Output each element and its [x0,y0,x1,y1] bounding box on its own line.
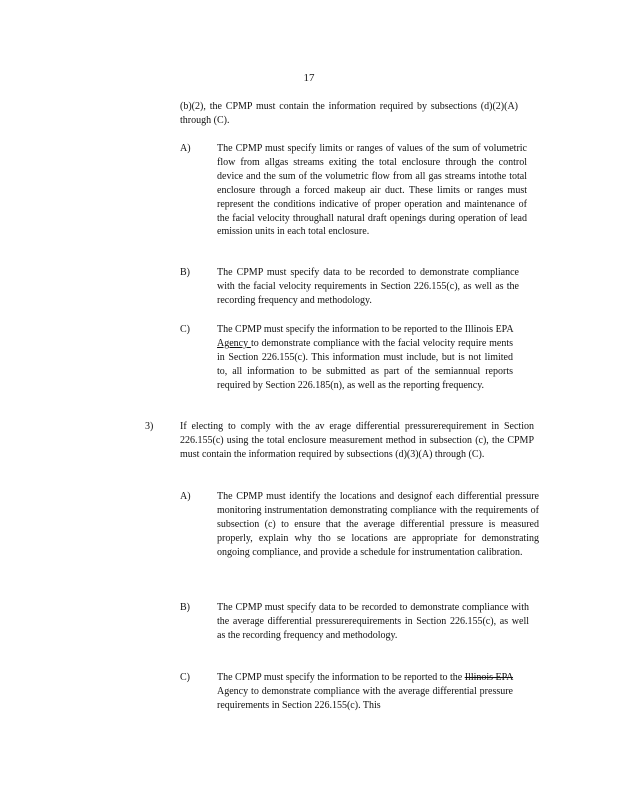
part-3-marker: 3) [145,421,154,432]
page-number: 17 [303,72,315,84]
item-3b-text: The CPMP must specify data to be recorded to demonstrate compliance with the average differential pressurerequirements in Section 226.155(c), as well as the recording frequency and methodology. [217,602,529,641]
item-3c-deleted-text: Illinois EPA [464,672,513,683]
item-2c-marker: C) [180,324,190,335]
item-2c-text-after: to demonstrate compliance with the facial velocity require ments in Section 226.155(c). This information must include, but is not limited to, all information to be submitted as part of the semiannual reports required by Section 226.185(n), as well as the reporting frequency. [217,337,513,391]
item-2c-text [217,323,513,393]
item-2c-inserted-text: Agency [217,337,251,349]
item-3b-marker: B) [180,602,190,613]
item-3a-text: The CPMP must identify the locations and designof each differential pressure monitoring instrumentation demonstrating compliance with the requirements of subsection (c) to ensure that the average differential pressure is measured properly, explain why tho se locations are appropriate for demonstrating ongoing compliance, and provide a schedule for instrumentation calibration. [217,491,539,558]
item-2a-marker: A) [180,143,191,154]
item-3c-text-after: Agency to demonstrate compliance with the average differential pressure requirements in Section 226.155(c). This [217,685,513,711]
item-3c-text [217,671,513,713]
item-3c-text-before: The CPMP must specify the information to be reported to the [217,672,465,683]
item-2c-text-before: The CPMP must specify the information to be reported to the Illinois EPA [217,324,513,335]
intro-paragraph: (b)(2), the CPMP must contain the information required by subsections (d)(2)(A) through (C). [180,101,518,126]
part-3-text: If electing to comply with the av erage differential pressurerequirement in Section 226.155(c) using the total enclosure measurement method in subsection (c), the CPMP must contain the information required by subsections (d)(3)(A) through (C). [180,421,534,460]
item-2a-text: The CPMP must specify limits or ranges of values of the sum of volumetric flow from allgas streams exiting the total enclosure through the control device and the sum of the volumetric flow from all gas streams intothe total enclosure through a forced makeup air duct. These limits or ranges must represent the conditions indicative of proper operation and maintenance of the facial velocity throughall natural draft openings during operation of lead emission units in each total enclosure. [217,143,527,238]
item-2b-text: The CPMP must specify data to be recorded to demonstrate compliance with the facial velocity requirements in Section 226.155(c), as well as the recording frequency and methodology. [217,267,519,306]
item-3a-marker: A) [180,491,191,502]
item-3c-marker: C) [180,672,190,683]
item-2b-marker: B) [180,267,190,278]
